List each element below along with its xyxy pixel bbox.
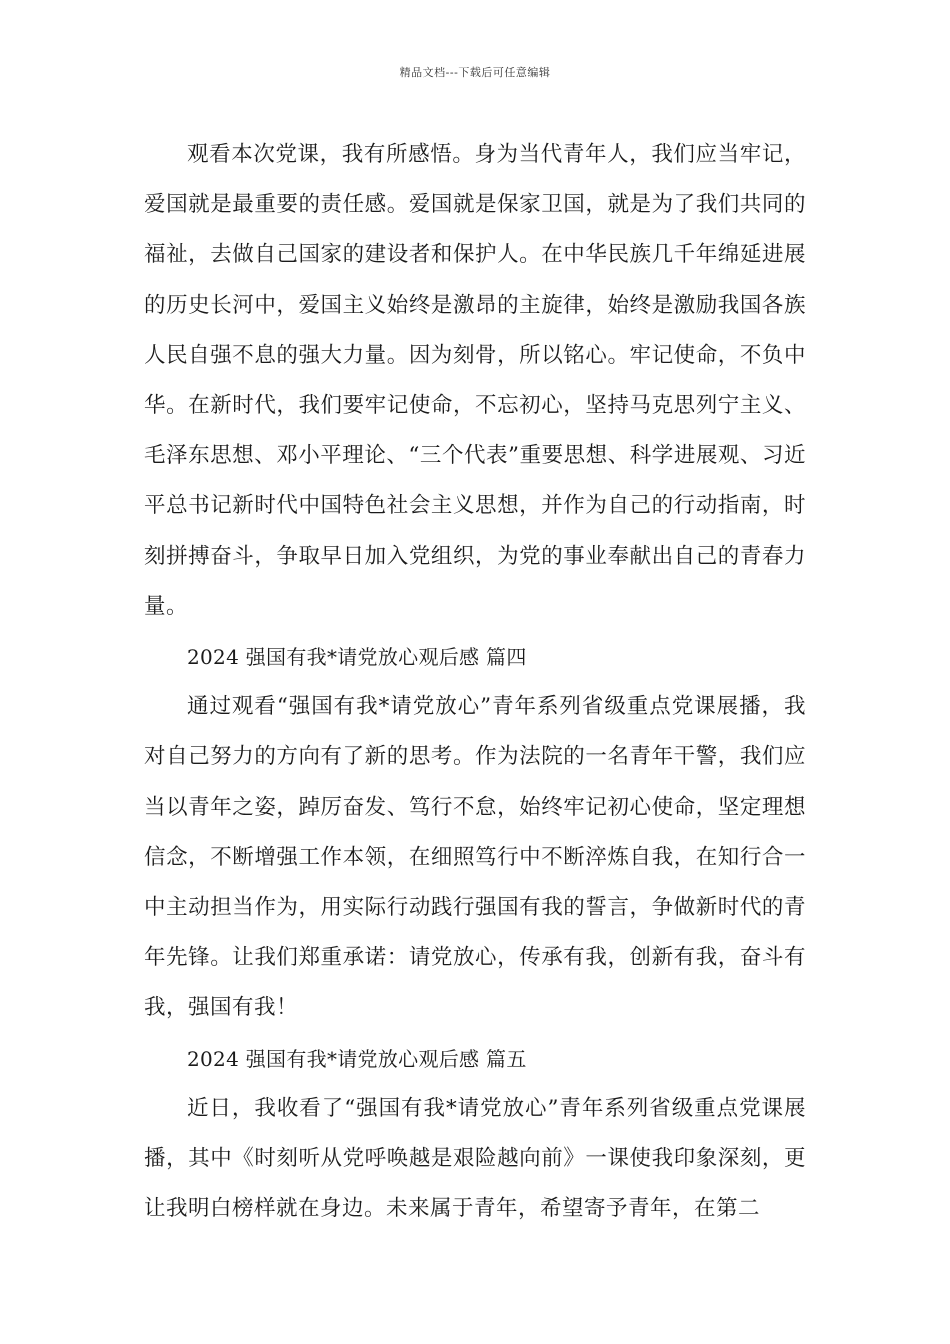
section-heading-part-four: 2024 强国有我*请党放心观后感 篇四: [187, 645, 527, 670]
paragraph-part-four: 通过观看“强国有我*请党放心”青年系列省级重点党课展播，我对自己努力的方向有了新的思考。作为法院的一名青年干警，我们应当以青年之姿，踔厉奋发、笃行不怠，始终牢记初心使命，坚定理想信念，不断增强工作本领，在细照笃行中不断淬炼自我，在知行合一中主动担当作为，用实际行动践行强国有我的誓言，争做新时代的青年先锋。让我们郑重承诺：请党放心，传承有我，创新有我，奋斗有我，强国有我！: [144, 694, 806, 1021]
paragraph-part-five: 近日，我收看了“强国有我*请党放心”青年系列省级重点党课展播，其中《时刻听从党呼唤越是艰险越向前》一课使我印象深刻，更让我明白榜样就在身边。未来属于青年，希望寄予青年，在第二: [144, 1095, 806, 1222]
section-heading-part-five: 2024 强国有我*请党放心观后感 篇五: [187, 1046, 527, 1071]
document-body: [144, 130, 806, 1234]
paragraph-intro: 观看本次党课，我有所感悟。身为当代青年人，我们应当牢记，爱国就是最重要的责任感。爱国就是保家卫国，就是为了我们共同的福祉，去做自己国家的建设者和保护人。在中华民族几千年绵延进展的历史长河中，爱国主义始终是激昂的主旋律，始终是激励我国各族人民自强不息的强大力量。因为刻骨，所以铭心。牢记使命，不负中华。在新时代，我们要牢记使命，不忘初心，坚持马克思列宁主义、毛泽东思想、邓小平理论、“三个代表”重要思想、科学进展观、习近平总书记新时代中国特色社会主义思想，并作为自己的行动指南，时刻拼搏奋斗，争取早日加入党组织，为党的事业奉献出自己的青春力量。: [144, 142, 806, 619]
page-header: 精品文档---下载后可任意编辑: [399, 66, 551, 79]
